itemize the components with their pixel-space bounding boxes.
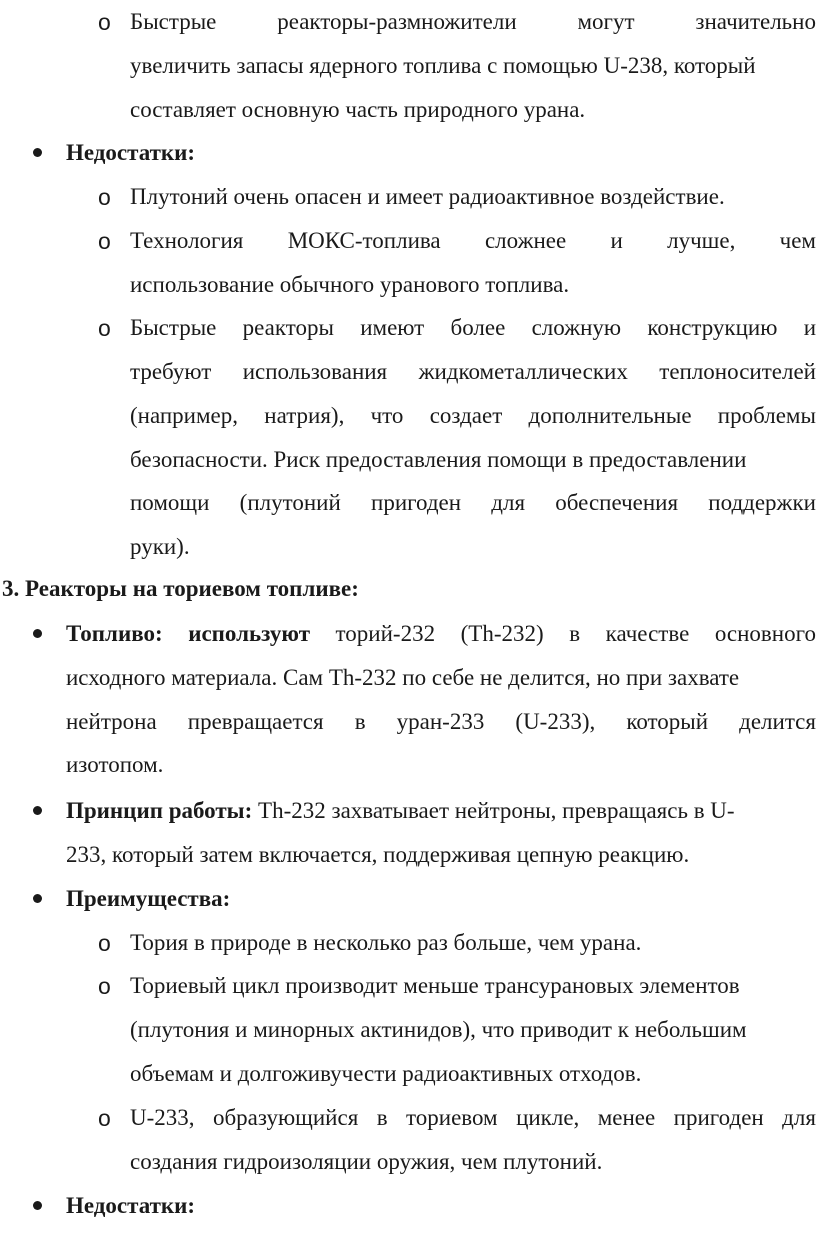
word: что bbox=[370, 403, 404, 428]
text-line: увеличить запасы ядерного топлива с помощью U-238, который bbox=[130, 53, 756, 78]
word: и bbox=[803, 315, 816, 340]
sub-bullet-marker: o bbox=[98, 973, 111, 999]
word: обеспечения bbox=[555, 490, 679, 515]
section-heading-disadvantages-2: Недостатки: bbox=[66, 1193, 196, 1218]
word: (U-233), bbox=[515, 709, 596, 734]
text-line: создания гидроизоляции оружия, чем плутоний. bbox=[130, 1149, 603, 1174]
word: уран-233 bbox=[396, 709, 485, 734]
section-heading-thorium: 3. Реакторы на ториевом топливе: bbox=[2, 576, 359, 601]
text-line bbox=[130, 219, 816, 263]
word: использования bbox=[242, 359, 388, 384]
word: качестве bbox=[605, 621, 690, 646]
word: конструкцию bbox=[647, 315, 778, 340]
word: сложную bbox=[531, 315, 622, 340]
word: пригоден bbox=[673, 1105, 764, 1130]
word: значительно bbox=[695, 9, 816, 34]
word: для bbox=[491, 490, 526, 515]
word: жидкометаллических bbox=[418, 359, 628, 384]
fuel-label: Топливо: bbox=[66, 621, 163, 646]
text-line bbox=[130, 306, 816, 350]
text-line: безопасности. Риск предоставления помощи в предоставлении bbox=[130, 447, 747, 472]
word: МОКС-топлива bbox=[287, 228, 441, 253]
word: U-233, bbox=[130, 1105, 195, 1130]
word: превращается bbox=[187, 709, 324, 734]
text-line bbox=[130, 394, 816, 438]
bullet-dot-icon bbox=[33, 148, 42, 157]
text-line: Тория в природе в несколько раз больше, чем урана. bbox=[130, 930, 642, 955]
word: дополнительные bbox=[528, 403, 692, 428]
bullet-dot-icon bbox=[33, 629, 42, 638]
word: Быстрые bbox=[130, 315, 217, 340]
sub-bullet-marker: o bbox=[98, 930, 111, 956]
text-line-fuel bbox=[66, 612, 816, 656]
principle-label: Принцип работы: bbox=[66, 798, 253, 823]
word: имеют bbox=[360, 315, 425, 340]
word: менее bbox=[597, 1105, 656, 1130]
bullet-dot-icon bbox=[33, 1201, 42, 1210]
bullet-dot-icon bbox=[33, 894, 42, 903]
sub-bullet-marker: o bbox=[98, 1105, 111, 1131]
text-line bbox=[66, 700, 816, 744]
section-heading-disadvantages: Недостатки: bbox=[66, 140, 196, 165]
word: делится bbox=[739, 709, 816, 734]
word: реакторы bbox=[242, 315, 334, 340]
word: натрия), bbox=[264, 403, 345, 428]
text-line: Ториевый цикл производит меньше трансурановых элементов bbox=[130, 973, 740, 998]
text-line: руки). bbox=[130, 534, 190, 559]
word: чем bbox=[779, 228, 816, 253]
word: Технология bbox=[130, 228, 244, 253]
word: нейтрона bbox=[66, 709, 157, 734]
word: реакторы-размножители bbox=[277, 9, 517, 34]
word: для bbox=[782, 1105, 816, 1130]
bullet-dot-icon bbox=[33, 806, 42, 815]
section-heading-advantages: Преимущества: bbox=[66, 886, 231, 911]
word: торий-232 bbox=[335, 621, 436, 646]
sub-bullet-marker: o bbox=[98, 184, 111, 210]
word: основного bbox=[714, 621, 816, 646]
text-line: Плутоний очень опасен и имеет радиоактивное воздействие. bbox=[130, 184, 725, 209]
word: пригоден bbox=[371, 490, 462, 515]
text-line-principle bbox=[66, 789, 735, 833]
word: (плутоний bbox=[239, 490, 341, 515]
word: Быстрые bbox=[130, 9, 217, 34]
text-line bbox=[130, 0, 816, 44]
word: цикле, bbox=[516, 1105, 580, 1130]
word: (Th-232) bbox=[460, 621, 544, 646]
word: в bbox=[354, 709, 366, 734]
word: поддержки bbox=[708, 490, 816, 515]
word: (например, bbox=[130, 403, 239, 428]
text-line: составляет основную часть природного урана. bbox=[130, 97, 586, 122]
word: требуют bbox=[130, 359, 212, 384]
word: сложнее bbox=[484, 228, 567, 253]
sub-bullet-marker: o bbox=[98, 228, 111, 254]
text-line bbox=[130, 481, 816, 525]
text-line: объемам и долгоживучести радиоактивных отходов. bbox=[130, 1061, 642, 1086]
text-line bbox=[130, 350, 816, 394]
word: ториевом bbox=[406, 1105, 498, 1130]
word: который bbox=[626, 709, 709, 734]
word: создает bbox=[429, 403, 503, 428]
word: образующийся bbox=[212, 1105, 359, 1130]
word: помощи bbox=[130, 490, 210, 515]
fuel-label-verb: используют bbox=[188, 621, 310, 646]
word: в bbox=[376, 1105, 388, 1130]
text-line: изотопом. bbox=[66, 752, 164, 777]
sub-bullet-marker: o bbox=[98, 9, 111, 35]
text-line bbox=[130, 1096, 816, 1140]
sub-bullet-marker: o bbox=[98, 315, 111, 341]
word: лучше, bbox=[667, 228, 736, 253]
word: более bbox=[450, 315, 506, 340]
text-line: (плутония и минорных актинидов), что приводит к небольшим bbox=[130, 1017, 747, 1042]
text-line: 233, который затем включается, поддерживая цепную реакцию. bbox=[66, 842, 690, 867]
principle-text: Th-232 захватывает нейтроны, превращаясь в U- bbox=[258, 798, 735, 823]
word: могут bbox=[577, 9, 635, 34]
word: теплоносителей bbox=[659, 359, 816, 384]
word: и bbox=[610, 228, 623, 253]
text-line: исходного материала. Сам Th-232 по себе не делится, но при захвате bbox=[66, 665, 740, 690]
word: в bbox=[569, 621, 581, 646]
word: проблемы bbox=[717, 403, 816, 428]
text-line: использование обычного уранового топлива. bbox=[130, 272, 570, 297]
